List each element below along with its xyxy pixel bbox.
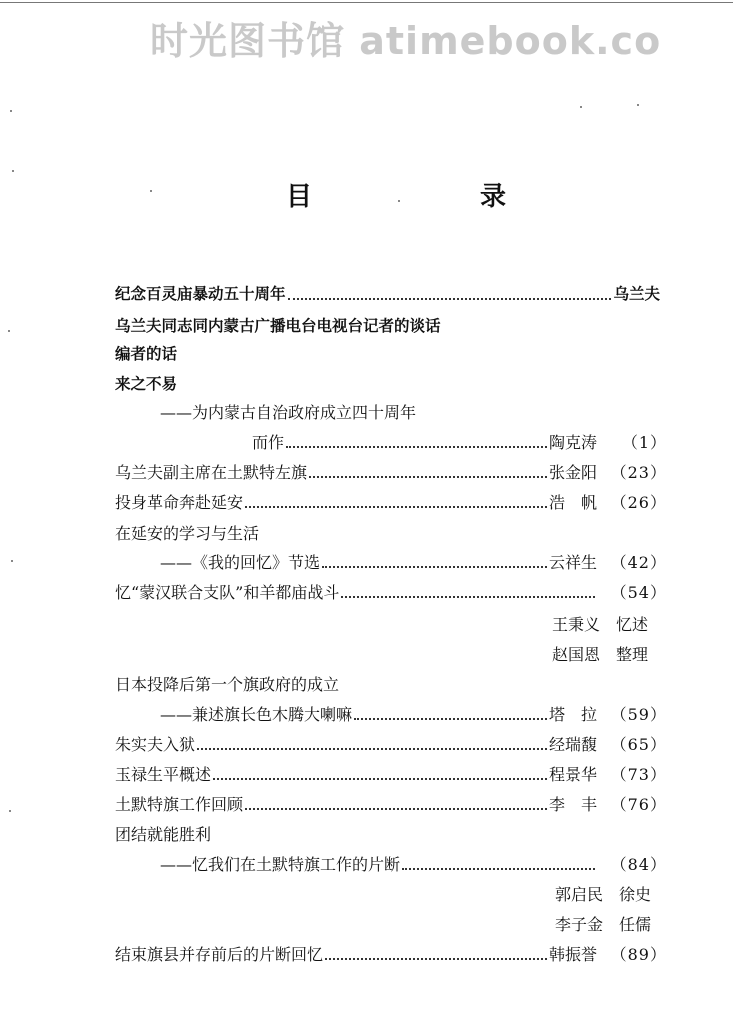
- entry-page: （84）: [610, 855, 667, 874]
- watermark: 时光图书馆 atimebook.co: [150, 19, 662, 63]
- entry-title: 团结就能胜利: [115, 825, 212, 844]
- entry-title: ——忆我们在土默特旗工作的片断: [160, 855, 401, 874]
- entry-author: 云祥生: [548, 553, 597, 572]
- leader-dots: [402, 868, 595, 870]
- toc-entry: [115, 732, 667, 758]
- toc-entry: [115, 282, 660, 308]
- toc-entry: [115, 314, 441, 340]
- entry-title: 日本投降后第一个旗政府的成立: [115, 675, 340, 694]
- entry-title: ——兼述旗长色木腾大喇嘛: [160, 705, 353, 724]
- title-char-1: 目: [286, 182, 313, 212]
- entry-credit: 郭启民 徐史: [555, 885, 652, 904]
- entry-author: 李 丰: [548, 795, 597, 814]
- entry-credit: 王秉义 忆述: [552, 615, 649, 634]
- toc-entry: [115, 942, 667, 968]
- entry-author: 乌兰夫: [613, 285, 660, 303]
- leader-dots: [341, 596, 595, 598]
- entry-title: 来之不易: [115, 375, 178, 393]
- scan-speck: [150, 190, 152, 192]
- entry-title: 在延安的学习与生活: [115, 524, 260, 543]
- entry-title: 而作: [252, 433, 285, 452]
- entry-author: 程景华: [548, 765, 597, 784]
- entry-page: （1）: [621, 433, 667, 452]
- scan-speck: [637, 104, 639, 106]
- title-char-2: 录: [479, 182, 506, 212]
- leader-dots: [245, 808, 547, 810]
- leader-dots: [197, 748, 547, 750]
- toc-entry: [160, 852, 667, 878]
- entry-page: （23）: [610, 463, 667, 482]
- entry-page: （59）: [610, 705, 667, 724]
- scan-speck: [9, 810, 11, 812]
- leader-dots: [325, 958, 547, 960]
- entry-page: （73）: [610, 765, 667, 784]
- scan-speck: [10, 110, 12, 112]
- toc-entry: [160, 702, 667, 728]
- leader-dots: [213, 778, 547, 780]
- entry-author: 经瑞馥: [548, 735, 597, 754]
- entry-title: ——《我的回忆》节选: [160, 553, 321, 572]
- entry-author: 陶克涛: [548, 433, 597, 452]
- entry-author: 塔 拉: [548, 705, 597, 724]
- leader-dots: [245, 506, 547, 508]
- toc-entry: [115, 372, 177, 398]
- entry-page: （26）: [610, 493, 667, 512]
- entry-author: 张金阳: [548, 463, 597, 482]
- entry-credit: 赵国恩 整理: [552, 645, 649, 664]
- scan-speck: [11, 560, 13, 562]
- leader-dots: [354, 718, 547, 720]
- entry-title: 乌兰夫副主席在土默特左旗: [115, 463, 308, 482]
- leader-dots: [309, 476, 547, 478]
- entry-title: 土默特旗工作回顾: [115, 795, 244, 814]
- toc-entry: [115, 672, 339, 698]
- entry-page: （89）: [610, 945, 667, 964]
- leader-dots: [288, 298, 612, 300]
- leader-dots: [322, 566, 547, 568]
- entry-page: （42）: [610, 553, 667, 572]
- entry-title: 乌兰夫同志同内蒙古广播电台电视台记者的谈话: [115, 317, 441, 335]
- entry-title: ——为内蒙古自治政府成立四十周年: [160, 403, 417, 422]
- toc-entry: [115, 822, 211, 848]
- entry-title: 纪念百灵庙暴动五十周年: [115, 285, 286, 303]
- scan-speck: [580, 106, 582, 108]
- toc-entry: [115, 460, 667, 486]
- toc-entry: [115, 762, 667, 788]
- entry-title: 投身革命奔赴延安: [115, 493, 244, 512]
- entry-page: （76）: [610, 795, 667, 814]
- toc-entry: [115, 521, 259, 547]
- entry-title: 忆“蒙汉联合支队”和羊都庙战斗: [115, 583, 340, 602]
- entry-author: 浩 帆: [548, 493, 597, 512]
- entry-page: （54）: [610, 583, 667, 602]
- entry-title: 朱实夫入狱: [115, 735, 196, 754]
- entry-title: 玉禄生平概述: [115, 765, 212, 784]
- entry-title: 结束旗县并存前后的片断回忆: [115, 945, 324, 964]
- toc-entry: [115, 792, 667, 818]
- toc-entry: [115, 580, 667, 606]
- entry-title: 编者的话: [115, 345, 178, 363]
- entry-author: 韩振誉: [548, 945, 597, 964]
- toc-subtitle: [160, 400, 416, 426]
- toc-entry: [115, 490, 667, 516]
- toc-entry: [252, 430, 667, 456]
- scan-speck: [12, 170, 14, 172]
- leader-dots: [286, 446, 547, 448]
- entry-credit: 李子金 任儒: [555, 915, 652, 934]
- toc-entry: [160, 550, 667, 576]
- toc-entry: [115, 342, 177, 368]
- scan-speck: [398, 200, 400, 202]
- scan-speck: [8, 330, 10, 332]
- entry-page: （65）: [610, 735, 667, 754]
